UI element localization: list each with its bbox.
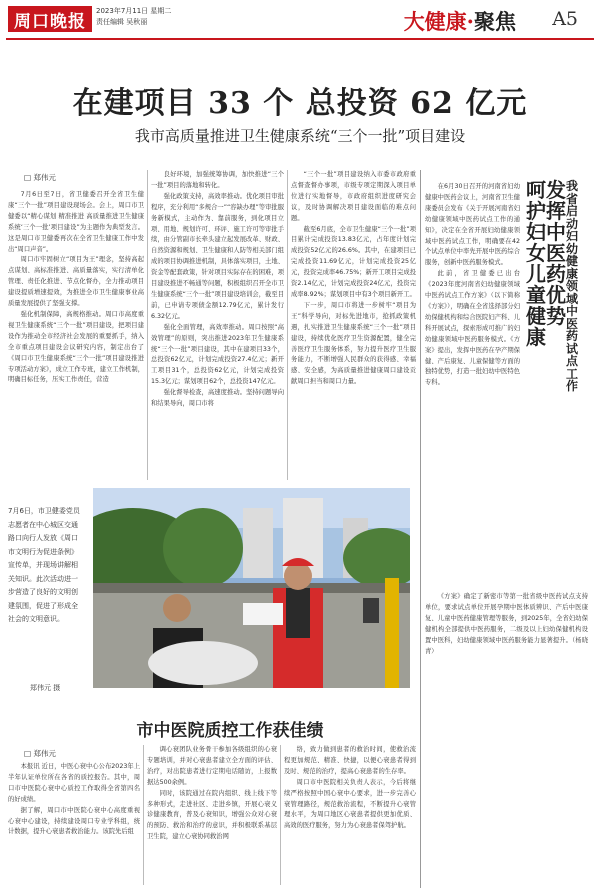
paragraph: 本报讯 近日，中医心衰中心公布2023年上半年认证单位所在各省的质控报告。其中，周口市中医院心衰中心质控工作取得全省第四名的好成绩。 [8, 763, 140, 803]
sidebar-column-narrow [425, 182, 520, 587]
article-column-1 [8, 190, 144, 482]
paragraph: 强化督导检查，高速度推动。坚持问题导向和结果导向，周口市将 [151, 389, 284, 408]
paragraph: 调心衰团队业务骨干参加各级组织的心衰专题培训，并对心衰患者建立全方面的评估、治疗，对出院患者进行定期电话随访，上报数据达500余例。 [147, 746, 277, 786]
paragraph: 《方案》确定了新密市等第一批省级中医药试点支持单位，要求试点单位开展孕期中医体质辨识、产后中医康复、儿童中医药健康管理等服务，到2025年，全省妇幼保健机构全部提供中医药服务，二级及以上妇幼保健机构设置中医科，妇幼健康领域中医药服务能力显著提升。（杨晓青） [425, 593, 588, 655]
article2-column-1 [8, 762, 140, 888]
paragraph: 络，致力做到患者的救治时间，使救治流程更加规范、精准、快捷，以便心衰患者得到及时、规范的治疗，提高心衰患者的生存率。 [284, 746, 416, 775]
paragraph: 同时，该院通过在院内组织、线上线下等多种形式，走进社区、走进乡镇，开展心衰义诊健康教育，普及心衰知识，增强公众对心衰的预防、救治和治疗的意识，并积极联系基层卫生院，建立心衰协同救治网 [147, 789, 277, 841]
column-divider [147, 170, 148, 480]
article-column-2 [151, 170, 284, 482]
issue-editor: 责任编辑 吴秋丽 [96, 18, 148, 26]
paragraph: 强化政策支持，高效率推动。优化项目审批程序，充分利用“多规合一”“容缺办理”等审批服务新模式，主动作为、靠前服务，到化项目立项、用地、规划许可、环评、施工许可等审批手续，由分管副市长牵头建立起发展改革、财政、自然资源和规划、卫生健康和人防等相关部门组成的项目协调推进机制，具体落实项目，土地、资金等配套政策，针对项目实际存在的困难，项目建设推进不畅通等问题，积极组织召开全市卫生健康系统“三个一批”项目建设培训会，截至目前，已申请专项债金额12.79亿元，累计发行6.32亿元。 [151, 192, 284, 320]
column-divider [287, 170, 288, 480]
photo-caption: 7月6日，市卫健委党员志愿者在中心城区交通路口向行人发放《周口市文明行为促进条例》宣传单，并现场讲解相关知识。此次活动进一步营造了良好的文明创建氛围，促进了形成全社会的文明意识。 [8, 507, 80, 623]
paragraph: 截至6月底，全市卫生健康“三个一批”项目累计完成投资13.83亿元，占年度计划完成投资52亿元的26.6%。其中，在建项目已完成投资11.69亿元，计划完成投资25亿元，投资完成率46.75%；新开工项目完成投资2.14亿元，计划完成投资24亿元，投资完成率8.92%；谋划项目中有3个项目新开工。 [291, 225, 416, 298]
paragraph: 此前，省卫健委已出台《2023年度河南省妇幼健康领域中医药试点工作方案》（以下简称《方案》），明确在全省选择部分妇幼保健机构和综合医院妇产科、儿科开展试点，探索形成可推广的妇幼健康领域中医药服务模式。《方案》提出，发挥中医药在孕产期保健、产后康复、儿童保健等方面的独特优势，打造一批妇幼中医特色专科。 [425, 270, 520, 387]
issue-date: 2023年7月11日 星期二 [96, 7, 172, 15]
paragraph: 强化全面管理，高效率推动。周口按照“高效管理”的原则，突出推进2023年卫生健康系统“三个一批”项目建设，其中在建项目33个，总投资62亿元，计划完成投资27.4亿元；新开工项目31个，总投资62亿元，计划完成投资15.3亿元；谋划项目62个，总投资147亿元。 [151, 323, 284, 386]
paragraph: “三个一批”项目建设纳入市委市政府重点督查督办事项，市级专项定期深入项目单位进行实地督导，市政府组织进度研究会议，及时协调解决项目建设面临的难点问题。 [291, 171, 416, 222]
sidebar-divider [420, 170, 421, 888]
news-photo [93, 488, 410, 688]
paragraph: 良好环境，加强统筹协调，加快推进“三个一批”项目的落地和转化。 [151, 171, 284, 189]
column-divider [143, 745, 144, 885]
main-headline: 在建项目 33 个 总投资 62 亿元 [72, 86, 528, 121]
paragraph: 强化机制保障，高规格推动。周口市高度重视卫生健康系统“三个一批”项目建设，把项目建设作为推动全市经济社会发展的重要抓手，纳入全市重点项目建设会议研究内容，制定出台了《周口市卫生健康系统“三个一批”项目建设推进专项活动方案》，成立工作专班，建立工作机制，明确目标任务，压实工作责任，营造 [8, 310, 144, 384]
sidebar-column-wide [425, 592, 588, 888]
sidebar-kicker: 我省启动妇幼健康领域中医药试点工作 [566, 179, 579, 393]
article-byline: □ 郑伟元 [24, 173, 56, 182]
paragraph: 周口市牢固树立“项目为王”理念，坚持高起点谋划、高标准推进、高质量落实，实行清单化管理、责任化推进、节点化督办，全力推动项目建设提质增速提效，为推进全市卫生健康事业高质量发展提供了坚强支撑。 [8, 256, 144, 308]
masthead-rule [6, 38, 594, 40]
photo-author: 郑伟元 摄 [30, 684, 61, 692]
issue-info [96, 6, 171, 28]
main-subhead: 我市高质量推进卫生健康系统“三个一批”项目建设 [134, 127, 466, 145]
article-column-3 [291, 170, 416, 482]
paragraph: 据了解，周口市中医院心衰中心高度重视心衰中心建设，持续建设周口专业学科组，统计数据，提升心衰患者救治能力。该院先后组 [8, 806, 140, 836]
section-name: 大健康· [403, 9, 474, 34]
section-name-bold: 聚焦 [474, 9, 516, 34]
article2-column-3 [284, 745, 416, 888]
sidebar-headline-line-1: 发挥中医药优势 [546, 178, 566, 328]
column-divider [280, 745, 281, 885]
sidebar-headline [526, 180, 566, 560]
article-byline: □ 郑伟元 [24, 749, 56, 758]
photo-illustration [93, 488, 410, 688]
second-headline: 市中医院质控工作获佳绩 [136, 721, 324, 741]
sidebar-headline-line-2: 呵护妇女儿童健康 [526, 178, 546, 349]
paragraph: 下一步，周口市将进一步树牢“项目为王”科学导向，对标先进地市，抢抓政策机遇，扎实推进卫生健康系统“三个一批”项目建设，持续优化医疗卫生资源配置，健全完善医疗卫生服务体系，努力提升医疗卫生服务能力，不断增强人民群众的获得感、幸福感、安全感，为高质量推进健康周口建设贡献周口担当和周口力量。 [291, 301, 416, 386]
masthead-logo: 周口晚报 [8, 6, 92, 32]
paragraph: 在6月30日召开的河南省妇幼健康中医药会议上，河南省卫生健康委员会发布《关于开展河南省妇幼健康领域中医药试点工作的通知》，决定在全省开展妇幼健康领域中医药试点工作，明确要在42个试点单位中率先开展中医药综合服务，创新中医药服务模式。 [425, 183, 520, 267]
paragraph: 周口市中医院相关负责人表示，今后将继续严格按照中国心衰中心要求，进一步完善心衰管理路径，规范救治流程，不断提升心衰管理水平，为周口地区心衰患者提供更加优质、高效的医疗服务，努力为心衰患者保驾护航。 [284, 778, 416, 830]
section-title [404, 6, 516, 36]
paragraph: 7月6日至7日，省卫健委召开全省卫生健康“三个一批”项目建设现场会。会上，周口市卫健委以“精心谋划 精准推进 高质量推进卫生健康系统‘三个一批’项目建设”为主题作为典型发言。这是周口市卫健委再次在全省卫生健康工作中发出“周口声音”。 [8, 191, 144, 253]
article2-column-2 [147, 745, 277, 888]
page-number: A5 [552, 8, 578, 30]
